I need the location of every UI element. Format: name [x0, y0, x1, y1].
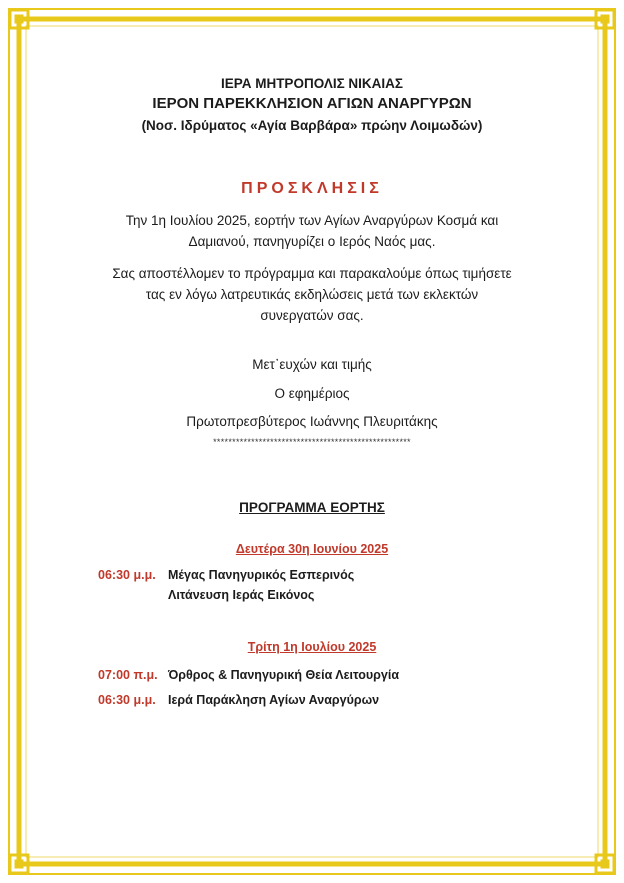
signature-role: Ο εφημέριος [274, 386, 350, 401]
invitation-title: ΠΡΟΣΚΛΗΣΙΣ [241, 180, 383, 197]
text-line: τας εν λόγω λατρευτικάς εκδηλώσεις μετά των εκλεκτών [145, 287, 479, 302]
schedule-row [168, 588, 314, 602]
metropolis-heading: ΙΕΡΑ ΜΗΤΡΟΠΟΛΙΣ ΝΙΚΑΙΑΣ [220, 76, 404, 91]
institution-subheading: (Νοσ. Ιδρύματος «Αγία Βαρβάρα» πρώην Λοιμωδών) [141, 118, 483, 133]
signature-greeting: Μετ᾽ευχών και τιμής [252, 357, 372, 372]
day1-date: Δευτέρα 30η Ιουνίου 2025 [235, 542, 389, 556]
event-name: Λιτάνευση Ιεράς Εικόνος [168, 588, 315, 602]
text-line: Την 1η Ιουλίου 2025, εορτήν των Αγίων Αναργύρων Κοσμά και [125, 213, 499, 228]
invitation-paragraph-1 [40, 210, 584, 252]
signature-name: Πρωτοπρεσβύτερος Ιωάννης Πλευριτάκης [186, 414, 438, 429]
text-line: Δαμιανού, πανηγυρίζει ο Ιερός Ναός μας. [188, 234, 436, 249]
event-name: Όρθρος & Πανηγυρική Θεία Λειτουργία [168, 668, 399, 682]
event-name: Μέγας Πανηγυρικός Εσπερινός [168, 568, 355, 582]
schedule-row [98, 693, 379, 707]
day2-date: Τρίτη 1η Ιουλίου 2025 [247, 640, 377, 654]
text-line: Σας αποστέλλομεν το πρόγραμμα και παρακαλούμε όπως τιμήσετε [112, 266, 512, 281]
chapel-heading: ΙΕΡΟΝ ΠΑΡΕΚΚΛΗΣΙΟΝ ΑΓΙΩΝ ΑΝΑΡΓΥΡΩΝ [152, 95, 472, 112]
schedule-row [98, 668, 399, 682]
invitation-paragraph-2 [40, 263, 584, 326]
event-name: Ιερά Παράκληση Αγίων Αναργύρων [168, 693, 380, 707]
text-line: συνεργατών σας. [260, 308, 364, 323]
event-time: 06:30 μ.μ. [98, 693, 156, 707]
event-time: 06:30 μ.μ. [98, 568, 156, 582]
program-title: ΠΡΟΓΡΑΜΜΑ ΕΟΡΤΗΣ [239, 500, 385, 515]
event-time: 07:00 π.μ. [98, 668, 158, 682]
star-separator: **************************************************** [213, 437, 411, 447]
schedule-row [98, 568, 354, 582]
